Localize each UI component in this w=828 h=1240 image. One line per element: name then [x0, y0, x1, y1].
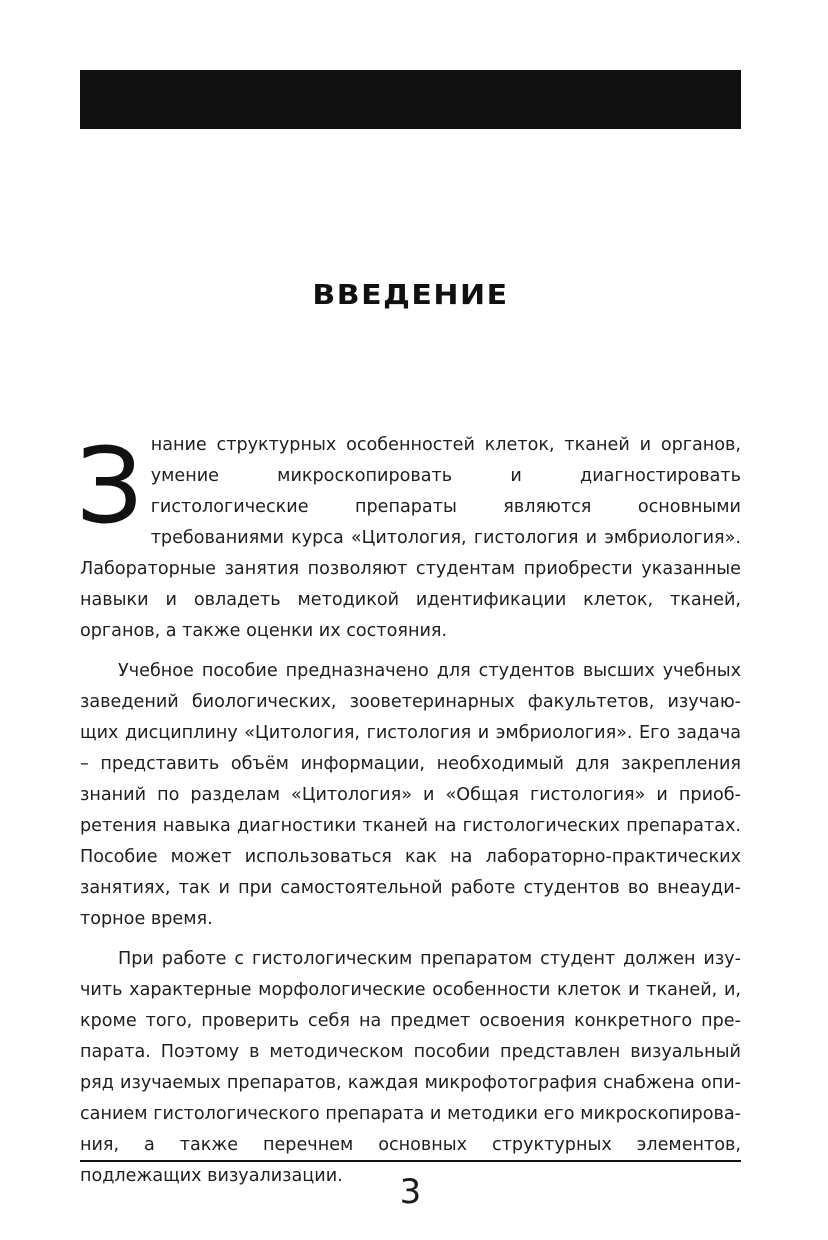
chapter-title: ВВЕДЕНИЕ	[312, 279, 509, 312]
header-bar	[80, 70, 741, 129]
footer-divider	[80, 1160, 741, 1162]
page-number: 3	[399, 1172, 422, 1212]
body-text	[76, 425, 741, 1201]
drop-cap: З	[76, 425, 143, 547]
paragraph-2: Учебное пособие предназначено для студентов высших учебных заведений биологических, зооветеринарных факультетов, изучающих дисциплину «Цитология, гистология и эмбриология». Его задача – представить объём информации, необходимый для закрепления знаний по разделам «Цитология» и «Общая гистология» и приобретения навыка диагностики тканей на гистологических препаратах. Пособие может использоваться как на лабораторно-практических занятиях, так и при самостоятельной работе студентов во внеаудиторное время.	[80, 661, 741, 929]
paragraph-intro	[76, 425, 741, 647]
paragraph-1-text: нание структурных особенностей клеток, тканей и органов, умение микроскопировать и диагностировать гистологические препараты являются основными требованиями курса «Цитология, гистология и эмбриология». Лабораторные занятия позволяют студентам приобрести указанные навыки и овладеть методикой идентификации клеток, тканей, органов, а также оценки их состояния.	[80, 435, 741, 641]
paragraph-3: При работе с гистологическим препаратом студент должен изучить характерные морфологические особенности клеток и тканей, и, кроме того, проверить себя на предмет освоения конкретного препарата. Поэтому в методическом пособии представлен визуальный ряд изучаемых препаратов, каждая микрофотография снабжена описанием гистологического препарата и методики его микроскопирования, а также перечнем основных структурных элементов, подлежащих визуализации.	[80, 949, 741, 1186]
